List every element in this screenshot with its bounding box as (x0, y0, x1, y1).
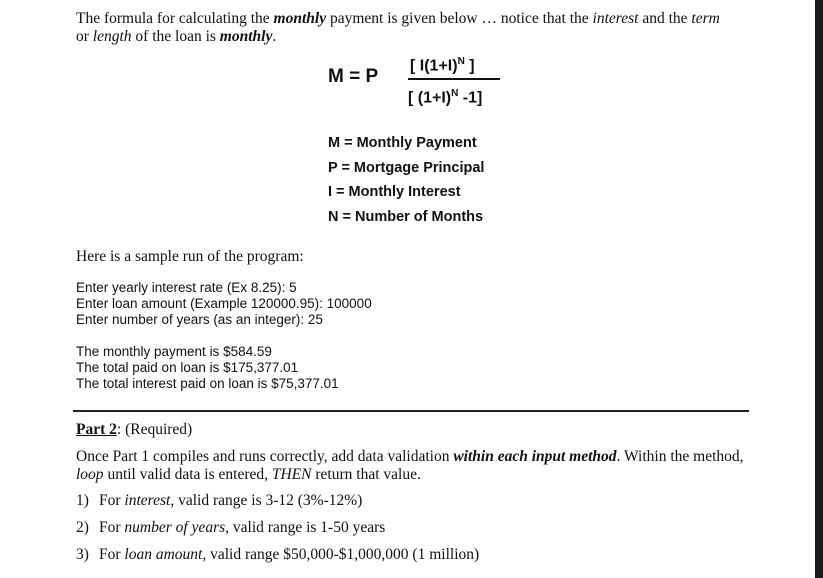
console-line: The total interest paid on loan is $75,377.01 (76, 376, 339, 391)
definition-item: P = Mortgage Principal (328, 159, 485, 176)
list-term: number of years (124, 519, 226, 536)
list-text: For (99, 546, 125, 563)
formula-denominator (408, 88, 482, 107)
console-output-block (76, 344, 339, 392)
denominator-exponent: N (451, 88, 459, 99)
part2-body (76, 448, 766, 484)
sample-run-heading: Here is a sample run of the program: (76, 248, 304, 265)
list-item (76, 546, 479, 564)
part2-colon: : (116, 421, 122, 438)
console-line: The monthly payment is $584.59 (76, 344, 272, 359)
console-line: Enter loan amount (Example 120000.95): 100000 (76, 296, 372, 311)
list-item (76, 492, 362, 510)
list-text: , valid range $50,000-$1,000,000 (1 million) (202, 546, 480, 563)
numerator-close: ] (464, 57, 475, 75)
definition-item: I = Monthly Interest (328, 184, 461, 200)
list-text: , valid range is 3-12 (3%-12%) (170, 492, 363, 509)
numerator-open: [ I(1+I) (410, 57, 458, 75)
part2-label: Part 2 (76, 421, 117, 438)
intro-emphasis-term: term (691, 10, 720, 27)
part2-heading (76, 421, 192, 439)
numerator-exponent: N (457, 56, 465, 67)
list-text: , valid range is 1-50 years (225, 519, 386, 536)
intro-emphasis-length: length (92, 28, 132, 45)
body-emphasis: within each input method (453, 448, 617, 465)
body-emphasis-loop: loop (76, 466, 104, 483)
console-line: The total paid on loan is $175,377.01 (76, 360, 299, 375)
list-text: For (99, 519, 125, 536)
intro-text: The formula for calculating the (76, 10, 274, 27)
intro-emphasis-interest: interest (592, 10, 639, 27)
list-number: 1) (76, 492, 89, 509)
body-text: Once Part 1 compiles and runs correctly, add data validation (76, 448, 454, 465)
intro-paragraph (76, 10, 776, 46)
body-text: . Within the method, (616, 448, 744, 465)
intro-emphasis-monthly: monthly (273, 10, 327, 27)
definition-item: M = Monthly Payment (328, 135, 477, 151)
console-input-block (76, 280, 372, 328)
list-term: loan amount (124, 546, 203, 563)
definition-item: N = Number of Months (328, 208, 484, 225)
intro-emphasis-monthly-2: monthly (219, 28, 273, 45)
fraction-bar (408, 78, 500, 80)
variable-definitions (328, 131, 484, 229)
formula-numerator (410, 56, 475, 75)
section-divider (73, 410, 749, 412)
formula-lhs: M = P (328, 66, 379, 87)
console-line: Enter yearly interest rate (Ex 8.25): 5 (76, 280, 297, 295)
list-number: 2) (76, 519, 89, 536)
list-text: For (99, 492, 125, 509)
part2-required: (Required) (121, 421, 193, 438)
body-emphasis-then: THEN (271, 466, 312, 483)
list-item (76, 519, 385, 537)
intro-text: . (272, 28, 277, 45)
denominator-open: [ (1+I) (408, 89, 452, 107)
intro-text: payment is given below … notice that the (326, 10, 593, 27)
intro-text: or (76, 28, 93, 45)
list-number: 3) (76, 546, 89, 563)
body-text: until valid data is entered, (103, 466, 272, 483)
intro-text: of the loan is (131, 28, 220, 45)
list-term: interest (124, 492, 171, 509)
denominator-close: -1] (458, 89, 483, 107)
intro-text: and the (638, 10, 692, 27)
body-text: return that value. (311, 466, 421, 483)
console-line: Enter number of years (as an integer): 25 (76, 312, 323, 327)
